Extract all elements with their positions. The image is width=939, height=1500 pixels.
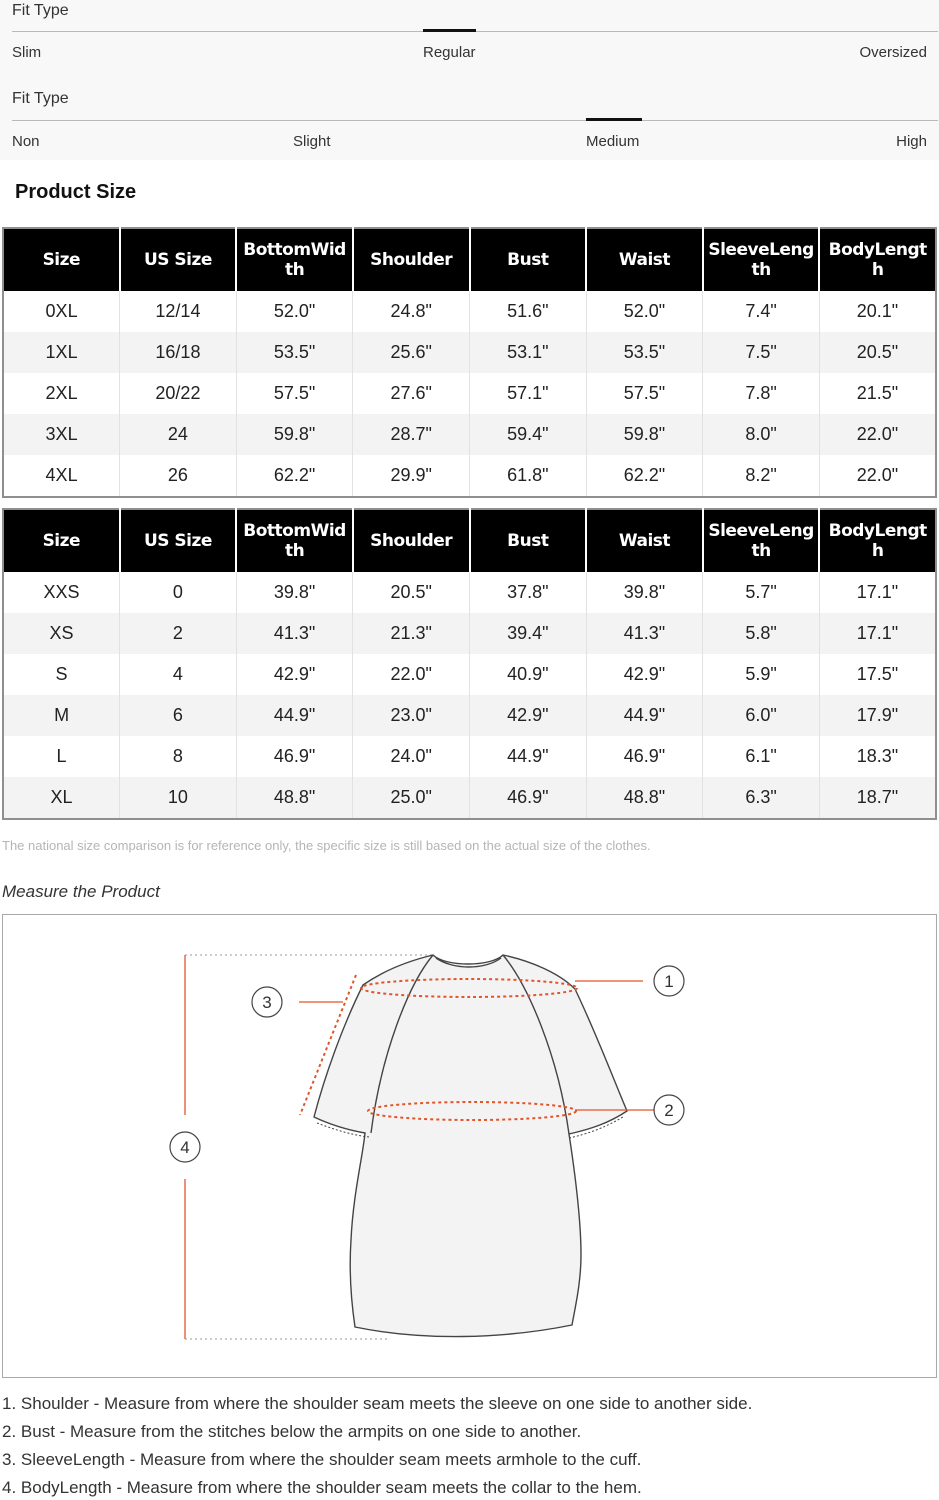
table-row bbox=[3, 777, 936, 819]
fit-type-title: Fit Type bbox=[12, 2, 69, 19]
cell-size: 2XL bbox=[45, 383, 78, 403]
header-waist: Waist bbox=[586, 228, 703, 291]
header-body-length: BodyLength bbox=[819, 228, 936, 291]
table-row bbox=[3, 414, 936, 455]
cell-bust: 57.1" bbox=[470, 373, 587, 414]
cell-waist: 62.2" bbox=[586, 455, 703, 497]
cell-bust: 51.6" bbox=[470, 291, 587, 332]
cell-sleeve-length: 5.7" bbox=[703, 572, 820, 613]
stretch-option-non: Non bbox=[12, 133, 40, 150]
cell-bust: 40.9" bbox=[470, 654, 587, 695]
cell-size: L bbox=[56, 746, 67, 766]
table-header-row bbox=[3, 509, 936, 572]
cell-size: M bbox=[3, 695, 120, 736]
header-shoulder: Shoulder bbox=[353, 509, 470, 572]
cell-size: S bbox=[55, 664, 68, 684]
cell-sleeve-length: 8.2" bbox=[703, 455, 820, 497]
cell-bottom-width: 41.3" bbox=[236, 613, 353, 654]
size-reference-note: The national size comparison is for reference only, the specific size is still based on the actual size of the clothes. bbox=[2, 838, 651, 853]
table-row bbox=[3, 654, 936, 695]
header-sleeve-length: SleeveLength bbox=[703, 228, 820, 291]
header-shoulder: Shoulder bbox=[353, 228, 470, 291]
size-table-body bbox=[3, 572, 936, 819]
cell-size: 0XL bbox=[45, 301, 78, 321]
cell-body-length: 20.5" bbox=[819, 332, 936, 373]
table-row bbox=[3, 455, 936, 497]
cell-waist: 44.9" bbox=[586, 695, 703, 736]
table-row bbox=[3, 736, 936, 777]
cell-shoulder: 20.5" bbox=[353, 572, 470, 613]
instruction-sleeve-length: 3. SleeveLength - Measure from where the shoulder seam meets armhole to the cuff. bbox=[2, 1450, 642, 1469]
stretch-type-title: Fit Type bbox=[12, 90, 69, 107]
stretch-option-slight: Slight bbox=[293, 133, 331, 150]
cell-bottom-width: 39.8" bbox=[236, 572, 353, 613]
cell-us-size: 2 bbox=[120, 613, 237, 654]
cell-sleeve-length: 7.5" bbox=[703, 332, 820, 373]
header-sleeve-length: SleeveLength bbox=[703, 509, 820, 572]
cell-body-length: 22.0" bbox=[819, 414, 936, 455]
cell-sleeve-length: 5.9" bbox=[703, 654, 820, 695]
cell-body-length: 17.1" bbox=[819, 572, 936, 613]
cell-us-size: 4 bbox=[120, 654, 237, 695]
cell-waist: 41.3" bbox=[586, 613, 703, 654]
cell-us-size: 12/14 bbox=[120, 291, 237, 332]
header-bust: Bust bbox=[470, 228, 587, 291]
table-row bbox=[3, 373, 936, 414]
instruction-body-length: 4. BodyLength - Measure from where the shoulder seam meets the collar to the hem. bbox=[2, 1478, 642, 1497]
cell-size: XS bbox=[3, 613, 120, 654]
fit-selected-marker bbox=[423, 29, 476, 32]
cell-bottom-width: 62.2" bbox=[236, 455, 353, 497]
cell-us-size: 0 bbox=[120, 572, 237, 613]
cell-size: XXS bbox=[43, 582, 80, 602]
cell-us-size: 8 bbox=[120, 736, 237, 777]
cell-waist: 42.9" bbox=[586, 654, 703, 695]
cell-bottom-width: 52.0" bbox=[236, 291, 353, 332]
cell-body-length: 18.7" bbox=[819, 777, 936, 819]
cell-us-size: 6 bbox=[120, 695, 237, 736]
header-body-length: BodyLength bbox=[819, 509, 936, 572]
cell-waist: 52.0" bbox=[586, 291, 703, 332]
cell-bottom-width: 46.9" bbox=[236, 736, 353, 777]
cell-body-length: 17.5" bbox=[819, 654, 936, 695]
cell-size: 4XL bbox=[45, 465, 78, 485]
marker-1-label: 1 bbox=[664, 972, 674, 991]
header-bust: Bust bbox=[470, 509, 587, 572]
stretch-option-medium: Medium bbox=[586, 133, 640, 150]
cell-body-length: 17.9" bbox=[819, 695, 936, 736]
cell-bust: 44.9" bbox=[470, 736, 587, 777]
cell-bottom-width: 53.5" bbox=[236, 332, 353, 373]
measurement-diagram bbox=[2, 914, 937, 1378]
header-us-size: US Size bbox=[120, 228, 237, 291]
cell-body-length: 22.0" bbox=[819, 455, 936, 497]
cell-waist: 46.9" bbox=[586, 736, 703, 777]
fit-option-slim: Slim bbox=[12, 44, 42, 61]
header-size: Size bbox=[3, 228, 120, 291]
size-table-plus bbox=[2, 227, 937, 498]
cell-bust: 46.9" bbox=[470, 777, 587, 819]
cell-bust: 42.9" bbox=[470, 695, 587, 736]
cell-shoulder: 24.8" bbox=[353, 291, 470, 332]
marker-4-icon bbox=[170, 1132, 200, 1162]
product-size-title: Product Size bbox=[15, 181, 137, 203]
cell-body-length: 18.3" bbox=[819, 736, 936, 777]
cell-shoulder: 29.9" bbox=[353, 455, 470, 497]
cell-sleeve-length: 5.8" bbox=[703, 613, 820, 654]
cell-us-size: 10 bbox=[120, 777, 237, 819]
cell-waist: 53.5" bbox=[586, 332, 703, 373]
cell-waist: 39.8" bbox=[586, 572, 703, 613]
cell-bottom-width: 48.8" bbox=[236, 777, 353, 819]
cell-bottom-width: 44.9" bbox=[236, 695, 353, 736]
marker-2-icon bbox=[654, 1095, 684, 1125]
cell-bottom-width: 42.9" bbox=[236, 654, 353, 695]
fit-option-oversized: Oversized bbox=[859, 44, 927, 61]
cell-sleeve-length: 7.4" bbox=[703, 291, 820, 332]
cell-waist: 59.8" bbox=[586, 414, 703, 455]
marker-2-label: 2 bbox=[664, 1101, 674, 1120]
cell-shoulder: 22.0" bbox=[353, 654, 470, 695]
cell-bottom-width: 57.5" bbox=[236, 373, 353, 414]
marker-3-label: 3 bbox=[262, 993, 272, 1012]
stretch-selected-marker bbox=[586, 118, 642, 121]
cell-bust: 59.4" bbox=[470, 414, 587, 455]
cell-size: 3XL bbox=[3, 414, 120, 455]
header-size: Size bbox=[3, 509, 120, 572]
cell-sleeve-length: 6.1" bbox=[703, 736, 820, 777]
cell-us-size: 24 bbox=[120, 414, 237, 455]
cell-sleeve-length: 7.8" bbox=[703, 373, 820, 414]
header-bottom-width: BottomWidth bbox=[236, 228, 353, 291]
cell-bust: 39.4" bbox=[470, 613, 587, 654]
cell-us-size: 16/18 bbox=[120, 332, 237, 373]
tshirt-icon bbox=[314, 955, 627, 1337]
cell-us-size: 26 bbox=[120, 455, 237, 497]
cell-sleeve-length: 8.0" bbox=[703, 414, 820, 455]
stretch-scale-line bbox=[12, 120, 938, 121]
header-bottom-width: BottomWidth bbox=[236, 509, 353, 572]
size-table-body bbox=[3, 291, 936, 497]
cell-shoulder: 23.0" bbox=[353, 695, 470, 736]
size-table-regular bbox=[2, 508, 937, 820]
cell-size: XL bbox=[3, 777, 120, 819]
table-row bbox=[3, 695, 936, 736]
cell-shoulder: 25.0" bbox=[353, 777, 470, 819]
cell-shoulder: 25.6" bbox=[353, 332, 470, 373]
cell-body-length: 21.5" bbox=[819, 373, 936, 414]
marker-1-icon bbox=[654, 966, 684, 996]
cell-size: 1XL bbox=[3, 332, 120, 373]
table-row bbox=[3, 613, 936, 654]
stretch-option-high: High bbox=[896, 133, 927, 150]
cell-shoulder: 27.6" bbox=[353, 373, 470, 414]
marker-4-label: 4 bbox=[180, 1138, 190, 1157]
shirt-diagram-svg bbox=[3, 915, 936, 1377]
cell-waist: 48.8" bbox=[586, 777, 703, 819]
cell-body-length: 20.1" bbox=[819, 291, 936, 332]
table-row bbox=[3, 291, 936, 332]
measure-title: Measure the Product bbox=[2, 882, 160, 901]
cell-bust: 61.8" bbox=[470, 455, 587, 497]
cell-shoulder: 21.3" bbox=[353, 613, 470, 654]
cell-sleeve-length: 6.3" bbox=[703, 777, 820, 819]
cell-bust: 37.8" bbox=[470, 572, 587, 613]
fit-type-panel bbox=[0, 0, 939, 160]
cell-shoulder: 24.0" bbox=[353, 736, 470, 777]
cell-us-size: 20/22 bbox=[120, 373, 237, 414]
cell-sleeve-length: 6.0" bbox=[703, 695, 820, 736]
table-row bbox=[3, 332, 936, 373]
marker-3-icon bbox=[252, 987, 282, 1017]
cell-waist: 57.5" bbox=[586, 373, 703, 414]
instruction-bust: 2. Bust - Measure from the stitches below the armpits on one side to another. bbox=[2, 1422, 582, 1441]
instruction-shoulder: 1. Shoulder - Measure from where the shoulder seam meets the sleeve on one side to another side. bbox=[2, 1394, 753, 1413]
table-header-row bbox=[3, 228, 936, 291]
header-us-size: US Size bbox=[120, 509, 237, 572]
fit-option-regular: Regular bbox=[423, 44, 476, 61]
table-row bbox=[3, 572, 936, 613]
header-waist: Waist bbox=[586, 509, 703, 572]
cell-shoulder: 28.7" bbox=[353, 414, 470, 455]
cell-bust: 53.1" bbox=[470, 332, 587, 373]
cell-bottom-width: 59.8" bbox=[236, 414, 353, 455]
cell-body-length: 17.1" bbox=[819, 613, 936, 654]
